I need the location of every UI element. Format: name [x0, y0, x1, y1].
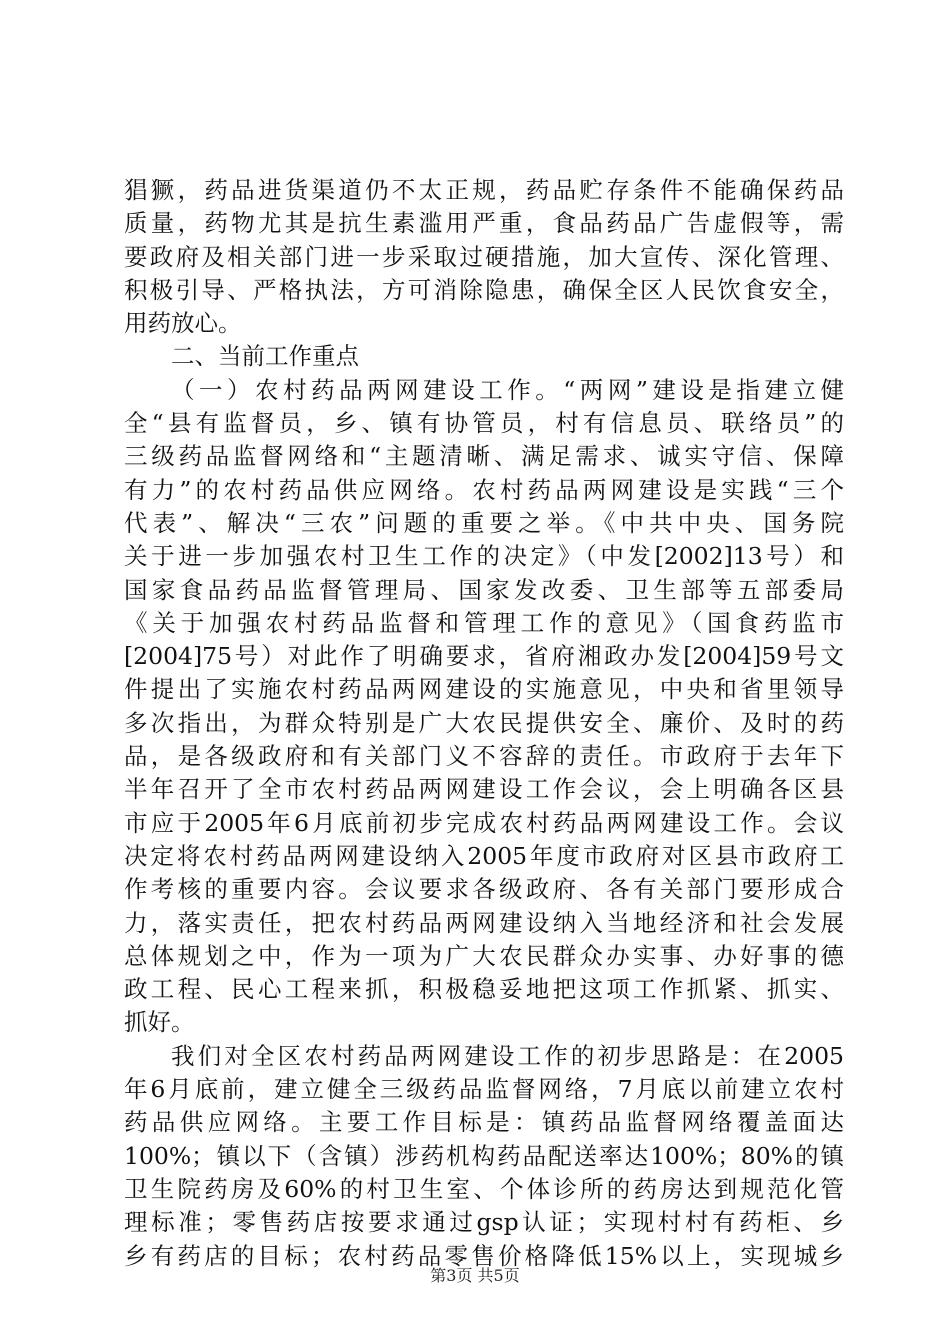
body-line: 要政府及相关部门进一步采取过硬措施，加大宣传、深化管理、 [124, 242, 844, 271]
body-line: 总体规划之中，作为一项为广大农民群众办实事、办好事的德 [124, 941, 844, 970]
body-line: 半年召开了全市农村药品两网建设工作会议，会上明确各区县 [124, 775, 844, 804]
body-line: 决定将农村药品两网建设纳入2005年度市政府对区县市政府工 [124, 841, 844, 870]
body-line: 全“县有监督员，乡、镇有协管员，村有信息员、联络员”的 [124, 409, 844, 438]
body-line: 抓好。 [124, 1008, 195, 1037]
body-line: 年6月底前，建立健全三级药品监督网络，7月底以前建立农村 [124, 1075, 844, 1104]
body-line: 100%；镇以下（含镇）涉药机构药品配送率达100%；80%的镇 [124, 1141, 844, 1170]
body-line: 质量，药物尤其是抗生素滥用严重，食品药品广告虚假等，需 [124, 209, 844, 238]
body-line: [2004]75号）对此作了明确要求，省府湘政办发[2004]59号文 [124, 642, 844, 671]
body-line: 作考核的重要内容。会议要求各级政府、各有关部门要形成合 [124, 875, 844, 904]
body-line: 猖獗，药品进货渠道仍不太正规，药品贮存条件不能确保药品 [124, 176, 844, 204]
body-line: 积极引导、严格执法，方可消除隐患，确保全区人民饮食安全， [124, 275, 844, 304]
body-line: （一）农村药品两网建设工作。“两网”建设是指建立健 [171, 375, 844, 404]
body-line: 《关于加强农村药品监督和管理工作的意见》（国食药监市 [124, 608, 844, 637]
body-line: 有力”的农村药品供应网络。农村药品两网建设是实践“三个 [124, 475, 844, 504]
body-line: 件提出了实施农村药品两网建设的实施意见，中央和省里领导 [124, 675, 844, 704]
body-line: 我们对全区农村药品两网建设工作的初步思路是：在2005 [171, 1041, 844, 1070]
body-line: 关于进一步加强农村卫生工作的决定》（中发[2002]13号）和 [124, 542, 844, 571]
page-number-footer: 第3页 共5页 [430, 1266, 520, 1285]
body-line: 卫生院药房及60%的村卫生室、个体诊所的药房达到规范化管 [124, 1174, 844, 1203]
body-line: 三级药品监督网络和“主题清晰、满足需求、诚实守信、保障 [124, 442, 844, 471]
body-line: 用药放心。 [124, 309, 242, 338]
body-line: 药品供应网络。主要工作目标是：镇药品监督网络覆盖面达 [124, 1108, 844, 1137]
section-heading: 二、当前工作重点 [171, 342, 359, 371]
body-line: 国家食品药品监督管理局、国家发改委、卫生部等五部委局 [124, 575, 844, 604]
document-body [124, 174, 844, 1273]
body-line: 理标准；零售药店按要求通过gsp认证；实现村村有药柜、乡 [124, 1208, 844, 1237]
body-line: 多次指出，为群众特别是广大农民提供安全、廉价、及时的药 [124, 708, 844, 737]
body-line: 市应于2005年6月底前初步完成农村药品两网建设工作。会议 [124, 808, 844, 837]
body-line: 代表”、解决“三农”问题的重要之举。《中共中央、国务院 [124, 508, 844, 537]
body-line: 力，落实责任，把农村药品两网建设纳入当地经济和社会发展 [124, 908, 844, 937]
body-line: 政工程、民心工程来抓，积极稳妥地把这项工作抓紧、抓实、 [124, 975, 844, 1004]
body-line: 品，是各级政府和有关部门义不容辞的责任。市政府于去年下 [124, 742, 844, 771]
body-line: 乡有药店的目标；农村药品零售价格降低15%以上，实现城乡 [124, 1241, 844, 1270]
